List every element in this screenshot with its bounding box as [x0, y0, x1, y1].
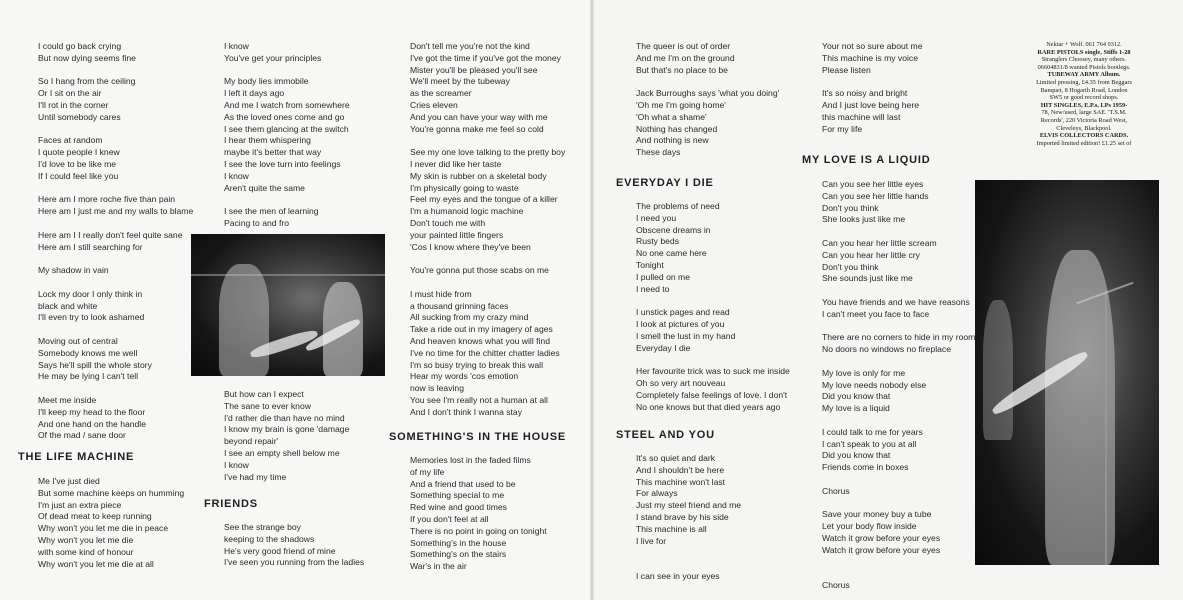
- lyric-line: This machine won't last: [636, 476, 726, 487]
- lyric-line: And you can have your way with me: [410, 111, 548, 122]
- lyrics-column-2c: [224, 522, 364, 569]
- lyric-line: Don't you think: [822, 202, 879, 213]
- lyric-line: Friends come in boxes: [822, 462, 909, 473]
- lyric-line: Can you hear her little scream: [822, 237, 937, 248]
- lyric-line: My skin is rubber on a skeletal body: [410, 170, 547, 181]
- lyric-line: As the loved ones come and go: [224, 111, 345, 122]
- stanza-gap: [822, 356, 975, 368]
- lyric-line: Can you hear her little cry: [822, 249, 920, 260]
- lyric-line: I'll even try to look ashamed: [38, 312, 145, 323]
- lyric-line: Did you know that: [822, 391, 891, 402]
- lyric-line: Memories lost in the faded films: [410, 455, 531, 465]
- lyric-line: Something special to me: [410, 490, 505, 501]
- lyric-line: now is leaving: [410, 383, 464, 394]
- lyric-line: We'll meet by the tubeway: [410, 76, 510, 87]
- stanza-gap: [822, 498, 975, 510]
- ad-line: SW5 or good record shops.: [1049, 94, 1119, 102]
- lyric-line: I'll keep my head to the floor: [38, 406, 146, 417]
- stanza-gap: [38, 324, 193, 336]
- lyric-line: You have friends and we have reasons: [822, 296, 970, 307]
- lyric-line: He's very good friend of mine: [224, 545, 336, 556]
- lyric-line: I need to: [636, 283, 670, 294]
- lyric-line: Feel my eyes and the tongue of a killer: [410, 194, 558, 205]
- lyric-line: as the screamer: [410, 88, 472, 99]
- lyric-line: There are no corners to hide in my room: [822, 332, 976, 343]
- stanza-gap: [410, 253, 565, 265]
- lyric-line: Can you see her little hands: [822, 190, 929, 201]
- stanza-gap: [822, 321, 975, 333]
- lyric-line: black and white: [38, 300, 98, 311]
- band-photo-left: [191, 234, 385, 376]
- lyric-line: Hear my words 'cos emotion: [410, 371, 519, 382]
- lyric-line: I can't meet you face to face: [822, 308, 930, 319]
- heading-the-life-machine: THE LIFE MACHINE: [18, 451, 135, 463]
- lyrics-column-3b: [410, 455, 547, 573]
- lyric-line: You've get your principles: [224, 52, 322, 63]
- lyric-line: Here am I more roche five than pain: [38, 194, 176, 205]
- lyric-line: I know my brain is gone 'damage: [224, 424, 350, 435]
- stanza-gap: [822, 568, 975, 580]
- lyric-line: And a friend that used to be: [410, 478, 516, 489]
- lyric-line: I never did like her taste: [410, 158, 502, 169]
- heading-somethings-in-the-house: SOMETHING'S IN THE HOUSE: [389, 431, 567, 443]
- stanza-gap: [822, 76, 923, 88]
- lyric-line: Why won't you let me die in peace: [38, 523, 169, 534]
- lyric-line: Tonight: [636, 259, 664, 270]
- lyric-line: Something's in the house: [410, 537, 507, 548]
- lyric-line: And nothing is new: [636, 135, 709, 146]
- lyric-line: My shadow in vain: [38, 265, 109, 276]
- lyric-line: Until somebody cares: [38, 111, 121, 122]
- lyric-line: I know: [224, 170, 249, 181]
- lyric-line: I'll rot in the corner: [38, 99, 109, 110]
- ad-line: Imported limited edition! £1.25 set of: [1036, 139, 1132, 147]
- lyric-line: It's so quiet and dark: [636, 453, 716, 463]
- lyrics-column-4c: [636, 453, 741, 583]
- lyric-line: My love needs nobody else: [822, 379, 927, 390]
- lyric-line: I smell the lust in my hand: [636, 330, 736, 341]
- lyric-line: Why won't you let me die at all: [38, 558, 154, 569]
- lyric-line: For my life: [822, 123, 863, 134]
- stanza-gap: [822, 474, 975, 486]
- lyric-line: No one knows but that died years ago: [636, 401, 781, 412]
- lyrics-column-5b: [822, 179, 975, 592]
- lyric-line: I'm just an extra piece: [38, 499, 122, 510]
- stanza-gap: [38, 277, 193, 289]
- lyric-line: of my life: [410, 466, 445, 477]
- band-photo-right: [975, 180, 1159, 565]
- lyric-line: Just my steel friend and me: [636, 500, 742, 511]
- classified-ad-clipping: [1000, 41, 1168, 147]
- lyric-line: See the strange boy: [224, 522, 301, 532]
- ad-line: Nektar + Wolf. 061 764 9312.: [1046, 41, 1122, 48]
- stanza-gap: [410, 277, 565, 289]
- lyric-line: Pacing to and fro: [224, 217, 289, 228]
- lyric-line: I left it days ago: [224, 88, 285, 99]
- lyric-line: Let your body flow inside: [822, 521, 917, 532]
- lyric-line: My love is only for me: [822, 367, 906, 378]
- stanza-gap: [636, 295, 790, 307]
- lyric-line: Take a ride out in my imagery of ages: [410, 324, 553, 335]
- stanza-gap: [636, 559, 741, 571]
- ad-line: HIT SINGLES, E.P.s, LPs 1959-: [1040, 101, 1128, 109]
- lyrics-column-1: [38, 41, 193, 442]
- lyric-line: And I shouldn't be here: [636, 464, 725, 475]
- lyric-line: I stand brave by his side: [636, 511, 729, 522]
- heading-my-love-is-a-liquid: MY LOVE IS A LIQUID: [802, 154, 931, 166]
- lyrics-column-4b: [636, 201, 790, 413]
- lyric-line: I unstick pages and read: [636, 307, 730, 318]
- lyric-line: I quote people I knew: [38, 147, 120, 158]
- lyric-line: I know: [224, 459, 249, 470]
- stanza-gap: [38, 218, 193, 230]
- lyric-line: Something's on the stairs: [410, 549, 507, 560]
- lyric-line: If you don't feel at all: [410, 513, 489, 524]
- lyric-line: Of the mad / sane door: [38, 430, 126, 441]
- lyric-line: And me I'm on the ground: [636, 52, 735, 63]
- lyric-line: Moving out of central: [38, 335, 118, 346]
- lyric-line: I could go back crying: [38, 41, 122, 51]
- lyric-line: 'Cos I know where they've been: [410, 241, 531, 252]
- lyric-line: maybe it's better that way: [224, 147, 322, 158]
- lyric-line: Somebody knows me well: [38, 347, 138, 358]
- lyric-line: She looks just like me: [822, 214, 906, 225]
- lyric-line: Can you see her little eyes: [822, 179, 924, 189]
- heading-everyday-i-die: EVERYDAY I DIE: [616, 177, 714, 189]
- lyric-line: I see an empty shell below me: [224, 447, 340, 458]
- lyric-line: Chorus: [822, 485, 850, 496]
- stanza-gap: [636, 76, 779, 88]
- lyric-line: I can see in your eyes: [636, 570, 720, 581]
- ad-line: Records', 220 Victoria Road West,: [1040, 116, 1128, 124]
- lyric-line: Or I sit on the air: [38, 88, 102, 99]
- lyric-line: Please listen: [822, 64, 871, 75]
- lyric-line: I look at pictures of you: [636, 318, 725, 329]
- lyric-line: I could talk to me for years: [822, 426, 923, 437]
- lyric-line: a thousand grinning faces: [410, 300, 509, 311]
- lyric-line: And I don't think I wanna stay: [410, 406, 522, 417]
- lyric-line: with some kind of honour: [38, 546, 134, 557]
- lyric-line: Lock my door I only think in: [38, 288, 143, 299]
- stanza-gap: [224, 65, 350, 77]
- stanza-gap: [224, 194, 350, 206]
- lyric-line: Watch it grow before your eyes: [822, 544, 941, 555]
- lyric-line: 'Oh what a shame': [636, 111, 707, 122]
- stanza-gap: [636, 354, 790, 366]
- ad-line: ELVIS COLLECTORS CARDS.: [1039, 132, 1129, 140]
- lyric-line: Your not so sure about me: [822, 41, 923, 51]
- lyrics-column-4: [636, 41, 779, 159]
- lyric-line: Oh so very art nouveau: [636, 377, 726, 388]
- lyric-line: Did you know that: [822, 450, 891, 461]
- lyrics-column-3: [410, 41, 565, 419]
- lyric-line: I'd rather die than have no mind: [224, 412, 345, 423]
- lyric-line: I've had my time: [224, 471, 287, 482]
- lyric-line: All sucking from my crazy mind: [410, 312, 529, 323]
- stanza-gap: [822, 226, 975, 238]
- lyric-line: Why won't you let me die: [38, 534, 134, 545]
- lyric-line: Don't you think: [822, 261, 879, 272]
- lyric-line: You see I'm really not a human at all: [410, 394, 548, 405]
- lyric-line: You're gonna make me feel so cold: [410, 123, 544, 134]
- lyric-line: Here am I I really don't feel quite sane: [38, 229, 183, 240]
- stanza-gap: [822, 415, 975, 427]
- lyric-line: See my one love talking to the pretty boy: [410, 147, 566, 158]
- ad-line: Cleveleys, Blackpool.: [1056, 124, 1112, 132]
- ad-line: TUBEWAY ARMY Album.: [1047, 71, 1121, 79]
- lyric-line: Watch it grow before your eyes: [822, 532, 941, 543]
- lyric-line: But that's no place to be: [636, 64, 728, 75]
- lyric-line: I pulled on me: [636, 271, 690, 282]
- lyric-line: Here am I still searching for: [38, 241, 143, 252]
- lyric-line: I need you: [636, 212, 677, 223]
- lyric-line: This machine is my voice: [822, 52, 918, 63]
- lyric-line: your painted little fingers: [410, 229, 504, 240]
- lyric-line: I'm physically going to waste: [410, 182, 519, 193]
- lyric-line: Me I've just died: [38, 476, 100, 486]
- lyric-line: I live for: [636, 535, 667, 546]
- lyric-line: It's so noisy and bright: [822, 88, 908, 99]
- lyric-line: And I just love being here: [822, 99, 919, 110]
- lyric-line: Cries eleven: [410, 99, 458, 110]
- lyric-line: Rusty beds: [636, 236, 679, 247]
- ad-line: Limited pressing, £4.35 from Beggars: [1036, 78, 1132, 86]
- lyric-line: Says he'll spill the whole story: [38, 359, 152, 370]
- lyric-line: Completely false feelings of love. I don't: [636, 389, 788, 400]
- lyric-line: So I hang from the ceiling: [38, 76, 136, 87]
- lyric-line: And one hand on the handle: [38, 418, 146, 429]
- stanza-gap: [38, 65, 193, 77]
- lyric-line: The sane to ever know: [224, 400, 311, 411]
- lyric-line: this machine will last: [822, 111, 901, 122]
- lyrics-column-1b: [38, 476, 184, 570]
- lyric-line: But how can I expect: [224, 389, 304, 399]
- lyric-line: For always: [636, 488, 678, 499]
- lyric-line: But now dying seems fine: [38, 52, 136, 63]
- lyrics-column-2b: [224, 389, 349, 483]
- lyric-line: Save your money buy a tube: [822, 509, 932, 520]
- lyric-line: Aren't quite the same: [224, 182, 305, 193]
- lyric-line: Don't touch me with: [410, 217, 486, 228]
- book-gutter: [590, 0, 594, 600]
- lyric-line: She sounds just like me: [822, 273, 913, 284]
- lyric-line: My love is a liquid: [822, 403, 890, 414]
- ad-line: Banquet, 8 Hogarth Road, London: [1040, 86, 1128, 94]
- lyric-line: I've no time for the chitter chatter ladies: [410, 347, 560, 358]
- stanza-gap: [38, 383, 193, 395]
- lyric-line: Jack Burroughs says 'what you doing': [636, 88, 780, 99]
- heading-friends: FRIENDS: [204, 498, 258, 510]
- lyric-line: I'm a humanoid logic machine: [410, 206, 524, 217]
- lyric-line: If I could feel like you: [38, 170, 119, 181]
- lyric-line: I can't speak to you at all: [822, 438, 917, 449]
- lyric-line: He may be lying I can't tell: [38, 371, 139, 382]
- lyrics-column-2: [224, 41, 350, 230]
- lyric-line: Chorus: [822, 580, 850, 591]
- lyric-line: War's in the air: [410, 561, 467, 572]
- ad-line: 78, New/used, large SAE. 'T.S.M.: [1041, 109, 1127, 117]
- lyric-line: These days: [636, 147, 681, 158]
- lyric-line: I must hide from: [410, 288, 472, 299]
- lyric-line: I'm so busy trying to break this wall: [410, 359, 543, 370]
- stanza-gap: [38, 124, 193, 136]
- lyric-line: Everyday I die: [636, 342, 691, 353]
- stanza-gap: [410, 135, 565, 147]
- stanza-gap: [636, 547, 741, 559]
- lyric-line: The problems of need: [636, 201, 720, 211]
- lyric-line: No one came here: [636, 248, 707, 259]
- ad-line: 06604831/8 wanted Pistols bootlegs.: [1037, 63, 1131, 71]
- lyric-line: 'Oh me I'm going home': [636, 99, 726, 110]
- lyric-line: The queer is out of order: [636, 41, 731, 51]
- heading-steel-and-you: STEEL AND YOU: [616, 429, 715, 441]
- lyric-line: I know: [224, 41, 249, 51]
- lyric-line: Her favourite trick was to suck me inside: [636, 366, 790, 377]
- lyric-line: Faces at random: [38, 135, 103, 146]
- lyric-line: There is no point in going on tonight: [410, 525, 547, 536]
- lyric-line: Nothing has changed: [636, 123, 718, 134]
- lyric-line: And me I watch from somewhere: [224, 99, 350, 110]
- lyric-line: I've got the time if you've got the money: [410, 52, 561, 63]
- lyric-line: Of dead meat to keep running: [38, 511, 152, 522]
- lyric-line: keeping to the shadows: [224, 533, 315, 544]
- lyric-line: Mister you'll be pleased you'll see: [410, 64, 538, 75]
- lyric-line: My body lies immobile: [224, 76, 309, 87]
- lyric-line: Red wine and good times: [410, 502, 507, 513]
- lyric-line: I've seen you running from the ladies: [224, 557, 365, 568]
- lyric-line: Here am I just me and my walls to blame: [38, 206, 194, 217]
- lyric-line: But some machine keeps on humming: [38, 487, 185, 498]
- lyric-line: I see the men of learning: [224, 206, 319, 217]
- lyric-line: I see the love turn into feelings: [224, 158, 341, 169]
- lyric-line: I'd love to be like me: [38, 158, 117, 169]
- lyric-line: This machine is all: [636, 523, 707, 534]
- lyric-line: Obscene dreams in: [636, 224, 711, 235]
- lyric-line: beyond repair': [224, 436, 279, 447]
- lyric-line: I see them glancing at the switch: [224, 123, 349, 134]
- lyric-line: I hear them whispering: [224, 135, 311, 146]
- lyric-line: Don't tell me you're not the kind: [410, 41, 530, 51]
- lyrics-column-5: [822, 41, 923, 135]
- lyric-line: And heaven knows what you will find: [410, 335, 550, 346]
- stanza-gap: [822, 285, 975, 297]
- lyric-line: You're gonna put those scabs on me: [410, 265, 549, 276]
- ad-line: RARE PISTOLS single, Stiffs 1-28: [1037, 48, 1131, 56]
- stanza-gap: [38, 183, 193, 195]
- stanza-gap: [38, 253, 193, 265]
- lyric-line: No doors no windows no fireplace: [822, 344, 951, 355]
- lyric-line: Meet me inside: [38, 394, 97, 405]
- ad-line: Stranglers Choosey, many others.: [1041, 56, 1127, 64]
- stanza-gap: [822, 557, 975, 569]
